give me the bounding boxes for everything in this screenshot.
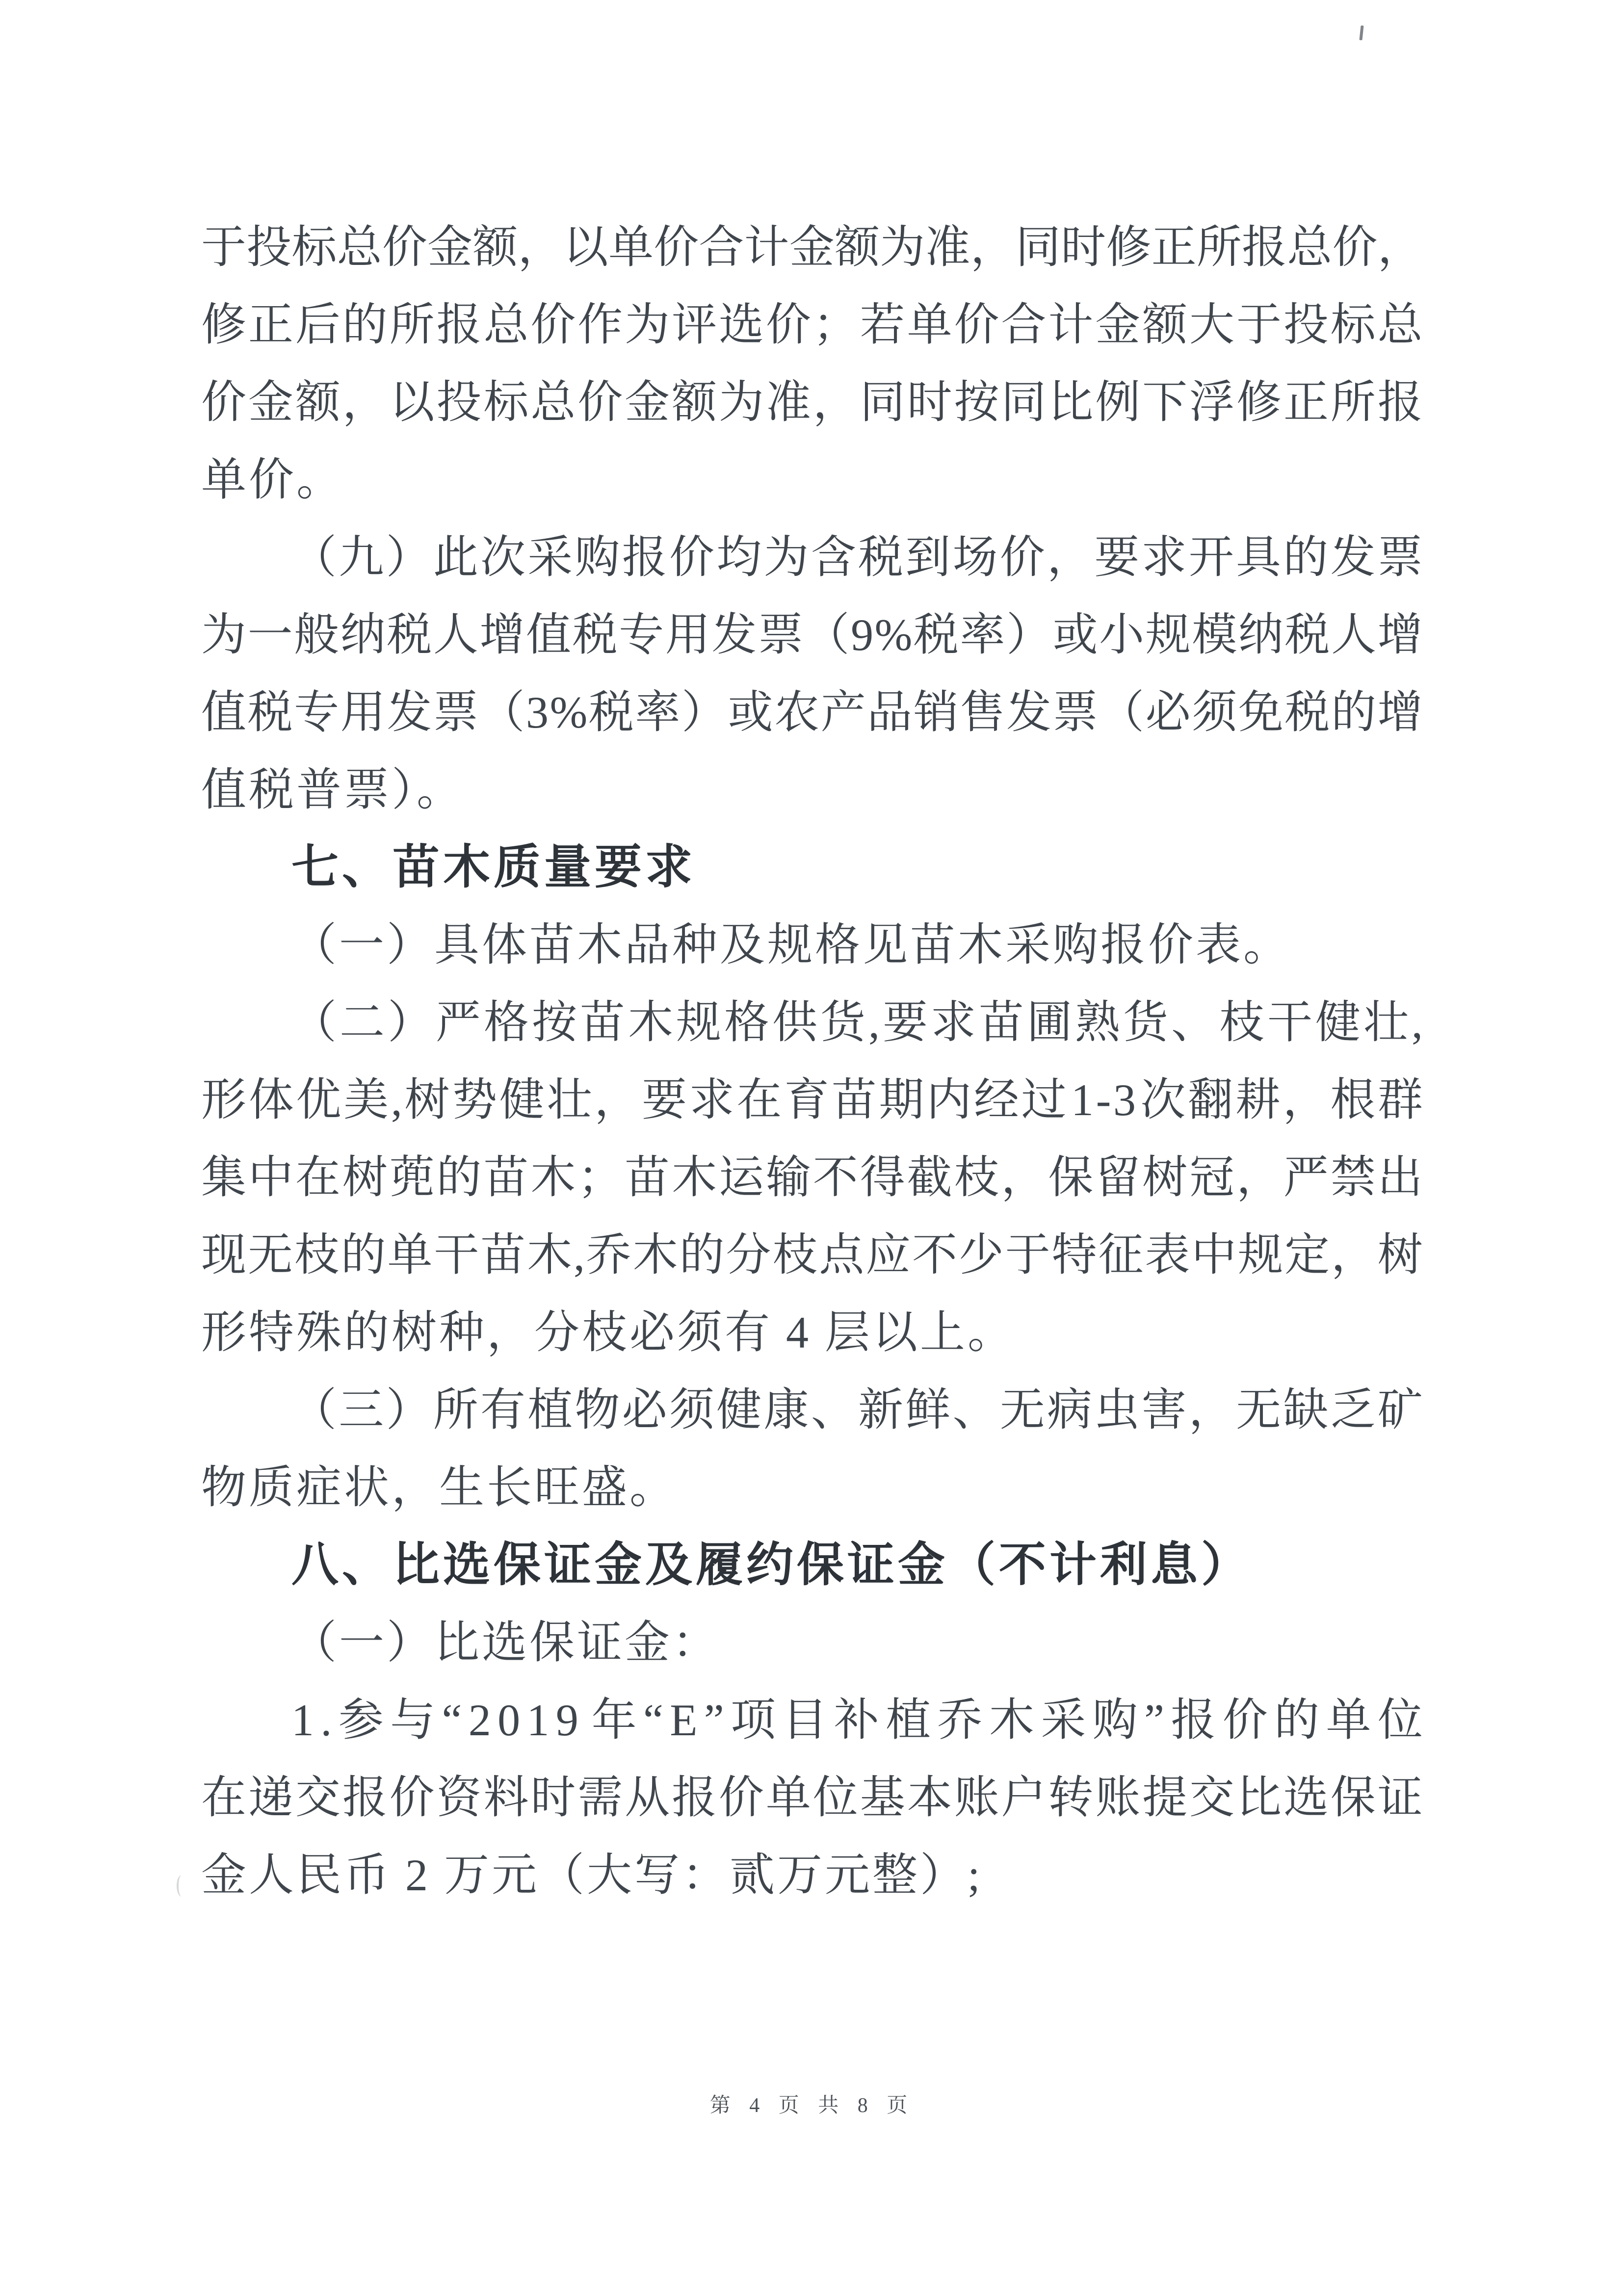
doc-line-19: （一）比选保证金： [291,1618,720,1668]
doc-line-05: （ 九 ） 此 次 采 购 报 价 均 为 含 税 到 场 价 ， 要 求 开 具 的 发 票 [291,532,1423,582]
doc-line-16: （ 三 ） 所 有 植 物 必 须 健 康 、 新 鲜 、 无 病 虫 害 ， 无 缺 乏 矿 [291,1385,1423,1435]
doc-line-01: 于 投 标 总 价 金 额 ， 以 单 价 合 计 金 额 为 准 ， 同 时 修 正 所 报 总 价 ， [201,222,1423,272]
section-heading-seven: 七、苗木质量要求 [291,841,696,893]
section-heading-eight: 八、比选保证金及履约保证金（不计利息） [291,1539,1252,1591]
doc-line-04: 单价。 [201,455,344,505]
doc-line-03: 价 金 额 ， 以 投 标 总 价 金 额 为 准 ， 同 时 按 同 比 例 下 浮 修 正 所 报 [201,377,1423,427]
doc-line-20: 1 . 参 与 “ 2 0 1 9 年 “ E ” 项 目 补 植 乔 木 采 购 ” 报 价 的 单 位 [291,1695,1423,1745]
doc-line-08: 值税普票）。 [201,765,465,815]
doc-line-12: 形 体 优 美 , 树 势 健 壮 ， 要 求 在 育 苗 期 内 经 过 1 - 3 次 翻 耕 ， 根 群 [201,1075,1423,1125]
doc-line-02: 修 正 后 的 所 报 总 价 作 为 评 选 价 ； 若 单 价 合 计 金 额 大 于 投 标 总 [201,300,1423,350]
document-body [201,209,1423,1914]
doc-line-10: （一）具体苗木品种及规格见苗木采购报价表。 [291,920,1291,970]
doc-line-11: （ 二 ） 严 格 按 苗 木 规 格 供 货 , 要 求 苗 圃 熟 货 、 枝 干 健 壮 , [291,997,1423,1047]
doc-line-21: 在 递 交 报 价 资 料 时 需 从 报 价 单 位 基 本 账 户 转 账 提 交 比 选 保 证 [201,1773,1423,1823]
doc-line-07: 值 税 专 用 发 票 （ 3 % 税 率 ） 或 农 产 品 销 售 发 票 （ 必 须 免 税 的 增 [201,687,1423,737]
scan-artifact-dash [1359,26,1363,40]
doc-line-14: 现 无 枝 的 单 干 苗 木 , 乔 木 的 分 枝 点 应 不 少 于 特 征 表 中 规 定 ， 树 [201,1230,1423,1280]
scan-artifact-smudge [177,1875,186,1897]
doc-line-06: 为 一 般 纳 税 人 增 值 税 专 用 发 票 （ 9 % 税 率 ） 或 小 规 模 纳 税 人 增 [201,610,1423,660]
doc-line-13: 集 中 在 树 蔸 的 苗 木 ； 苗 木 运 输 不 得 截 枝 ， 保 留 树 冠 ， 严 禁 出 [201,1152,1423,1202]
page-number-footer: 第 4 页 共 8 页 [709,2094,915,2117]
doc-line-15: 形特殊的树种，分枝必须有 4 层以上。 [201,1307,1016,1357]
doc-line-22: 金人民币 2 万元（大写：贰万元整）; [201,1850,983,1900]
doc-line-17: 物质症状，生长旺盛。 [201,1462,678,1513]
